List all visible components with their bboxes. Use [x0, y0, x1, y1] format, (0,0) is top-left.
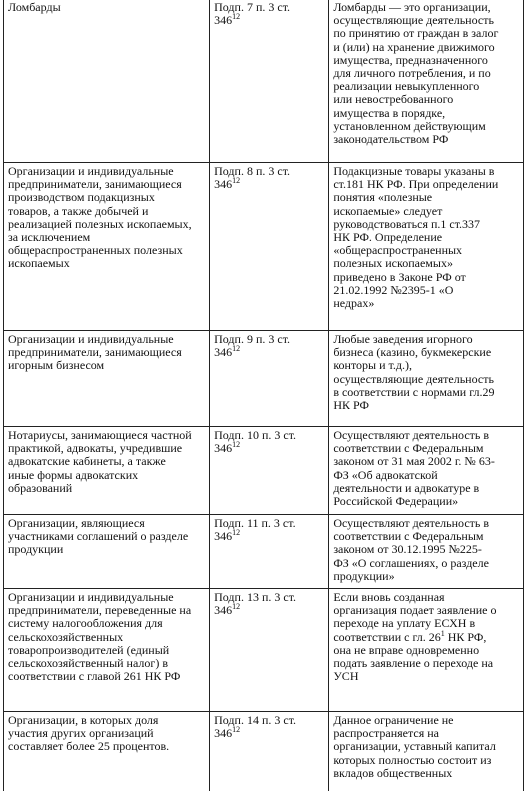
note-line: подать заявление о переходе на	[333, 656, 494, 671]
note-cell	[329, 589, 524, 712]
org-line: участия других организаций	[8, 726, 154, 741]
note-line: для личного потребления, и по	[333, 66, 491, 81]
org-line: сельскохозяйственный налог) в	[8, 656, 168, 671]
org-line: предприниматели, занимающиеся	[8, 177, 182, 192]
note-line: организация подает заявление о	[333, 603, 497, 618]
reference-cell	[210, 515, 329, 589]
note-line: в соответствии с нормами гл.29	[333, 384, 495, 399]
tax-restrictions-table	[3, 0, 524, 791]
note-line: организации, уставный капитал	[333, 739, 496, 754]
org-line: Организации и индивидуальные	[8, 590, 174, 604]
note-line: НК РФ. Определение	[333, 230, 443, 245]
table-row	[4, 712, 524, 791]
table-body	[4, 0, 524, 791]
note-line: переходе на уплату ЕСХН в	[333, 616, 476, 631]
org-line: общераспространенных полезных	[8, 243, 183, 258]
article-number: 346	[214, 726, 233, 741]
article-number: 346	[214, 177, 233, 192]
org-line: образований	[8, 480, 73, 495]
note-line: или невостребованного	[333, 92, 454, 107]
article-superscript: 12	[232, 602, 241, 612]
article-number: 346	[214, 441, 233, 456]
note-cell	[329, 712, 524, 791]
table-row	[4, 331, 524, 427]
note-line: «общераспространенных	[333, 243, 463, 258]
note-cell	[329, 0, 524, 163]
org-line: товаропроизводителей (единый	[8, 642, 170, 657]
org-cell	[4, 331, 210, 427]
chapter-superscript: 1	[440, 628, 445, 638]
note-line: реализации невыкупленного	[333, 79, 480, 94]
article-superscript: 12	[232, 528, 241, 538]
note-cell	[329, 427, 524, 515]
note-line: осуществляющие деятельность	[333, 13, 494, 28]
article-superscript: 12	[232, 176, 241, 186]
org-line: ископаемых	[8, 256, 70, 271]
article-superscript: 12	[232, 344, 241, 354]
note-line: приведено в Законе РФ от	[333, 269, 466, 284]
article-superscript: 12	[232, 12, 241, 22]
reference-cell	[210, 163, 329, 331]
note-line: НК РФ	[333, 398, 369, 413]
reference-article	[214, 442, 325, 455]
reference-line: Подп. 14 п. 3 ст.	[214, 713, 297, 727]
note-line: осуществляющие деятельность	[333, 371, 494, 386]
note-line: и (или) на хранение движимого	[333, 39, 495, 54]
article-number: 346	[214, 13, 233, 28]
note-line: руководствоваться п.1 ст.337	[333, 216, 481, 231]
reference-cell	[210, 427, 329, 515]
org-line: Ломбарды	[8, 0, 61, 14]
note-line: ФЗ «О соглашениях, о разделе	[333, 555, 489, 570]
org-line: составляет более 25 процентов.	[8, 739, 170, 754]
reference-cell	[210, 712, 329, 791]
note-line: Осуществляют деятельность в	[333, 428, 490, 442]
reference-line: Подп. 8 п. 3 ст.	[214, 164, 291, 178]
org-cell	[4, 712, 210, 791]
note-line: 21.02.1992 №2395-1 «О	[333, 282, 454, 297]
org-line: производством подакцизных	[8, 190, 155, 205]
note-cell	[329, 331, 524, 427]
reference-line: Подп. 10 п. 3 ст.	[214, 428, 297, 442]
org-line: соответствии с главой 261 НК РФ	[8, 669, 181, 684]
reference-line: Подп. 13 п. 3 ст.	[214, 590, 297, 604]
article-number: 346	[214, 603, 233, 618]
note-line: имущества в порядке,	[333, 105, 446, 120]
note-line: деятельности и адвокатуре в	[333, 480, 480, 495]
reference-article	[214, 178, 325, 191]
note-line: имущества, предназначенного	[333, 52, 488, 67]
article-number: 346	[214, 529, 233, 544]
note-line: Данное ограничение не	[333, 713, 454, 727]
reference-article	[214, 530, 325, 543]
org-line: Организации и индивидуальные	[8, 332, 174, 346]
article-superscript: 12	[232, 440, 241, 450]
note-line: распространяется на	[333, 726, 439, 741]
note-line: соответствии с Федеральным	[333, 529, 484, 544]
note-line: соответствии с Федеральным	[333, 441, 484, 456]
org-line: сельскохозяйственных	[8, 629, 124, 644]
org-line: товаров, а также добычей и	[8, 203, 149, 218]
org-cell	[4, 589, 210, 712]
note-text: соответствии с гл. 26	[333, 629, 441, 644]
reference-cell	[210, 0, 329, 163]
note-line: бизнеса (казино, букмекерские	[333, 345, 492, 360]
reference-line: Подп. 9 п. 3 ст.	[214, 332, 291, 346]
article-superscript: 12	[232, 725, 241, 735]
note-line: ст.181 НК РФ. При определении	[333, 177, 499, 192]
org-cell	[4, 427, 210, 515]
note-line	[333, 628, 520, 644]
note-line: ФЗ «Об адвокатской	[333, 467, 438, 482]
note-line: УСН	[333, 669, 359, 684]
reference-cell	[210, 589, 329, 712]
org-line: Организации и индивидуальные	[8, 164, 174, 178]
org-cell	[4, 163, 210, 331]
note-line: установленном действующим	[333, 118, 486, 133]
reference-article	[214, 346, 325, 359]
table-row	[4, 589, 524, 712]
reference-article	[214, 604, 325, 617]
note-line: ископаемые» следует	[333, 203, 443, 218]
note-text: НК РФ,	[444, 629, 487, 644]
note-line: продукции»	[333, 568, 395, 583]
table-row	[4, 163, 524, 331]
org-line: участниками соглашений о разделе	[8, 529, 189, 544]
note-line: законом от 30.12.1995 №225-	[333, 542, 482, 557]
org-line: иные формы адвокатских	[8, 467, 139, 482]
reference-line: Подп. 11 п. 3 ст.	[214, 516, 296, 530]
note-line: Любые заведения игорного	[333, 332, 473, 346]
reference-cell	[210, 331, 329, 427]
note-line: Ломбарды — это организации,	[333, 0, 491, 14]
note-line: Если вновь созданная	[333, 590, 445, 604]
org-line: предприниматели, переведенные на	[8, 603, 192, 618]
note-line: Российской Федерации»	[333, 494, 459, 509]
table-row	[4, 515, 524, 589]
org-line: Организации, в которых доля	[8, 713, 159, 727]
org-line: игорным бизнесом	[8, 358, 105, 373]
reference-line: Подп. 7 п. 3 ст.	[214, 0, 291, 14]
note-line: полезных ископаемых»	[333, 256, 453, 271]
note-line: она не вправе одновременно	[333, 642, 480, 657]
org-line: Организации, являющиеся	[8, 516, 145, 530]
org-line: практикой, адвокаты, учредившие	[8, 441, 183, 456]
note-line: законом от 31 мая 2002 г. № 63-	[333, 454, 495, 469]
org-cell	[4, 0, 210, 163]
reference-article	[214, 14, 325, 27]
reference-article	[214, 727, 325, 740]
org-line: адвокатские кабинеты, а также	[8, 454, 166, 469]
table-row	[4, 0, 524, 163]
table-row	[4, 427, 524, 515]
org-line: за исключением	[8, 230, 91, 245]
note-line: Осуществляют деятельность в	[333, 516, 490, 530]
org-cell	[4, 515, 210, 589]
note-line: понятия «полезные	[333, 190, 433, 205]
org-line: систему налогообложения для	[8, 616, 163, 631]
note-cell	[329, 515, 524, 589]
note-cell	[329, 163, 524, 331]
article-number: 346	[214, 345, 233, 360]
note-line: конторы и т.д.),	[333, 358, 412, 373]
note-line: вкладов общественных	[333, 765, 453, 780]
note-line: по принятию от граждан в залог	[333, 26, 499, 41]
org-line: реализацией полезных ископаемых,	[8, 216, 192, 231]
org-line: Нотариусы, занимающиеся частной	[8, 428, 192, 442]
org-line: предприниматели, занимающиеся	[8, 345, 182, 360]
note-line: которых полностью состоит из	[333, 752, 492, 767]
org-line: продукции	[8, 542, 64, 557]
note-line: законодательством РФ	[333, 132, 449, 147]
note-line: недрах»	[333, 296, 375, 311]
note-line: Подакцизные товары указаны в	[333, 164, 495, 178]
